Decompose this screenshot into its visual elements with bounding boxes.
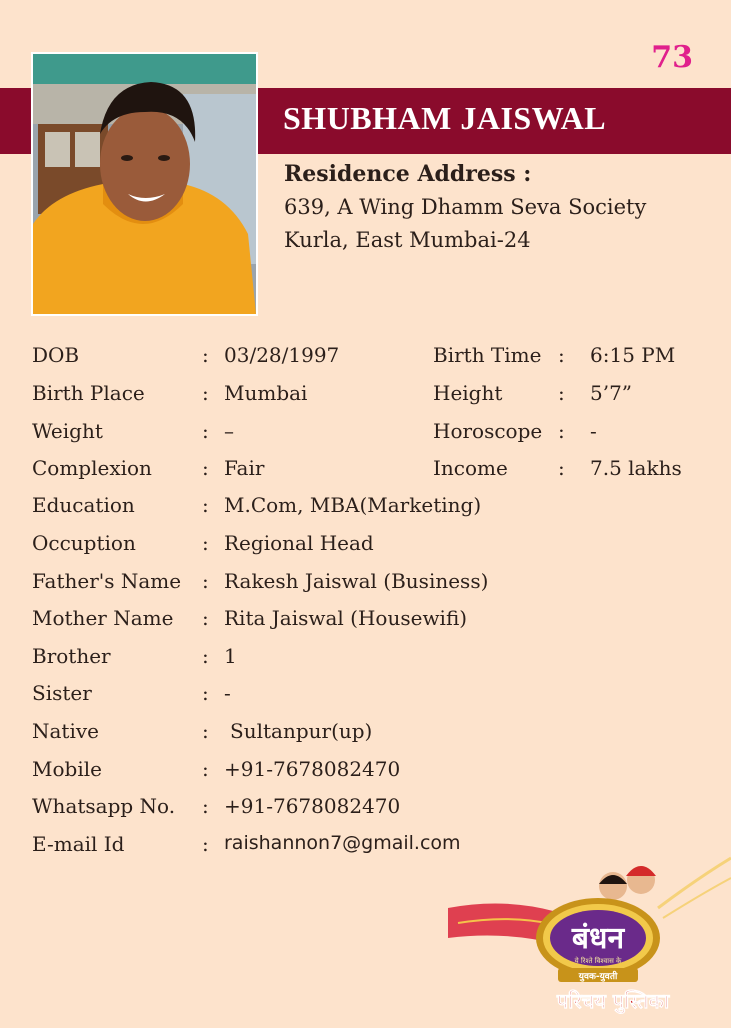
residence-address-label: Residence Address :: [284, 161, 532, 187]
page-number: 73: [651, 40, 693, 75]
native-label: Native: [32, 719, 99, 743]
father-name-label: Father's Name: [32, 569, 182, 593]
logo-subtitle-top: युवक-युवती: [578, 972, 618, 982]
education-value: M.Com, MBA(Marketing): [224, 493, 482, 517]
logo-subtitle: परिचय पुस्तिका: [556, 989, 670, 1013]
horoscope-label: Horoscope: [433, 419, 543, 443]
birth-time-label: Birth Time: [433, 343, 542, 367]
brother-label: Brother: [32, 644, 111, 668]
separator: :: [202, 794, 209, 818]
residence-address-line-2: Kurla, East Mumbai-24: [284, 228, 531, 252]
separator: :: [202, 343, 209, 367]
separator: :: [202, 606, 209, 630]
separator: :: [202, 757, 209, 781]
occupation-label: Occuption: [32, 531, 136, 555]
sister-value: -: [224, 681, 231, 705]
separator: :: [202, 381, 209, 405]
complexion-label: Complexion: [32, 456, 152, 480]
dob-value: 03/28/1997: [224, 343, 340, 367]
mobile-label: Mobile: [32, 757, 102, 781]
separator: :: [202, 456, 209, 480]
separator: :: [202, 832, 209, 856]
weight-value: –: [224, 419, 234, 443]
income-label: Income: [433, 456, 508, 480]
email-value: raishannon7@gmail.com: [224, 832, 461, 854]
mother-name-value: Rita Jaiswal (Housewifi): [224, 606, 468, 630]
whatsapp-value: +91-7678082470: [224, 794, 401, 818]
height-label: Height: [433, 381, 503, 405]
separator: :: [558, 419, 565, 443]
bandhan-logo: [448, 848, 731, 1024]
separator: :: [558, 343, 565, 367]
complexion-value: Fair: [224, 456, 265, 480]
separator: :: [202, 419, 209, 443]
separator: :: [202, 569, 209, 593]
weight-label: Weight: [32, 419, 103, 443]
separator: :: [202, 719, 209, 743]
birth-place-label: Birth Place: [32, 381, 145, 405]
occupation-value: Regional Head: [224, 531, 374, 555]
residence-address-line-1: 639, A Wing Dhamm Seva Society: [284, 195, 647, 219]
logo-title: बंधन: [571, 921, 625, 956]
brother-value: 1: [224, 644, 237, 668]
separator: :: [202, 681, 209, 705]
birth-place-value: Mumbai: [224, 381, 308, 405]
separator: :: [558, 381, 565, 405]
logo-tagline: ये रिश्ते विश्वास के: [574, 957, 622, 965]
profile-name: SHUBHAM JAISWAL: [283, 100, 607, 136]
mother-name-label: Mother Name: [32, 606, 174, 630]
horoscope-value: -: [590, 419, 597, 443]
profile-photo: [31, 52, 258, 316]
height-value: 5’7”: [590, 381, 633, 405]
native-value: Sultanpur(up): [230, 719, 373, 743]
income-value: 7.5 lakhs: [590, 456, 682, 480]
education-label: Education: [32, 493, 135, 517]
whatsapp-label: Whatsapp No.: [32, 794, 176, 818]
separator: :: [202, 531, 209, 555]
father-name-value: Rakesh Jaiswal (Business): [224, 569, 489, 593]
email-label: E-mail Id: [32, 832, 125, 856]
separator: :: [202, 493, 209, 517]
separator: :: [558, 456, 565, 480]
birth-time-value: 6:15 PM: [590, 343, 676, 367]
sister-label: Sister: [32, 681, 92, 705]
dob-label: DOB: [32, 343, 80, 367]
separator: :: [202, 644, 209, 668]
mobile-value: +91-7678082470: [224, 757, 401, 781]
